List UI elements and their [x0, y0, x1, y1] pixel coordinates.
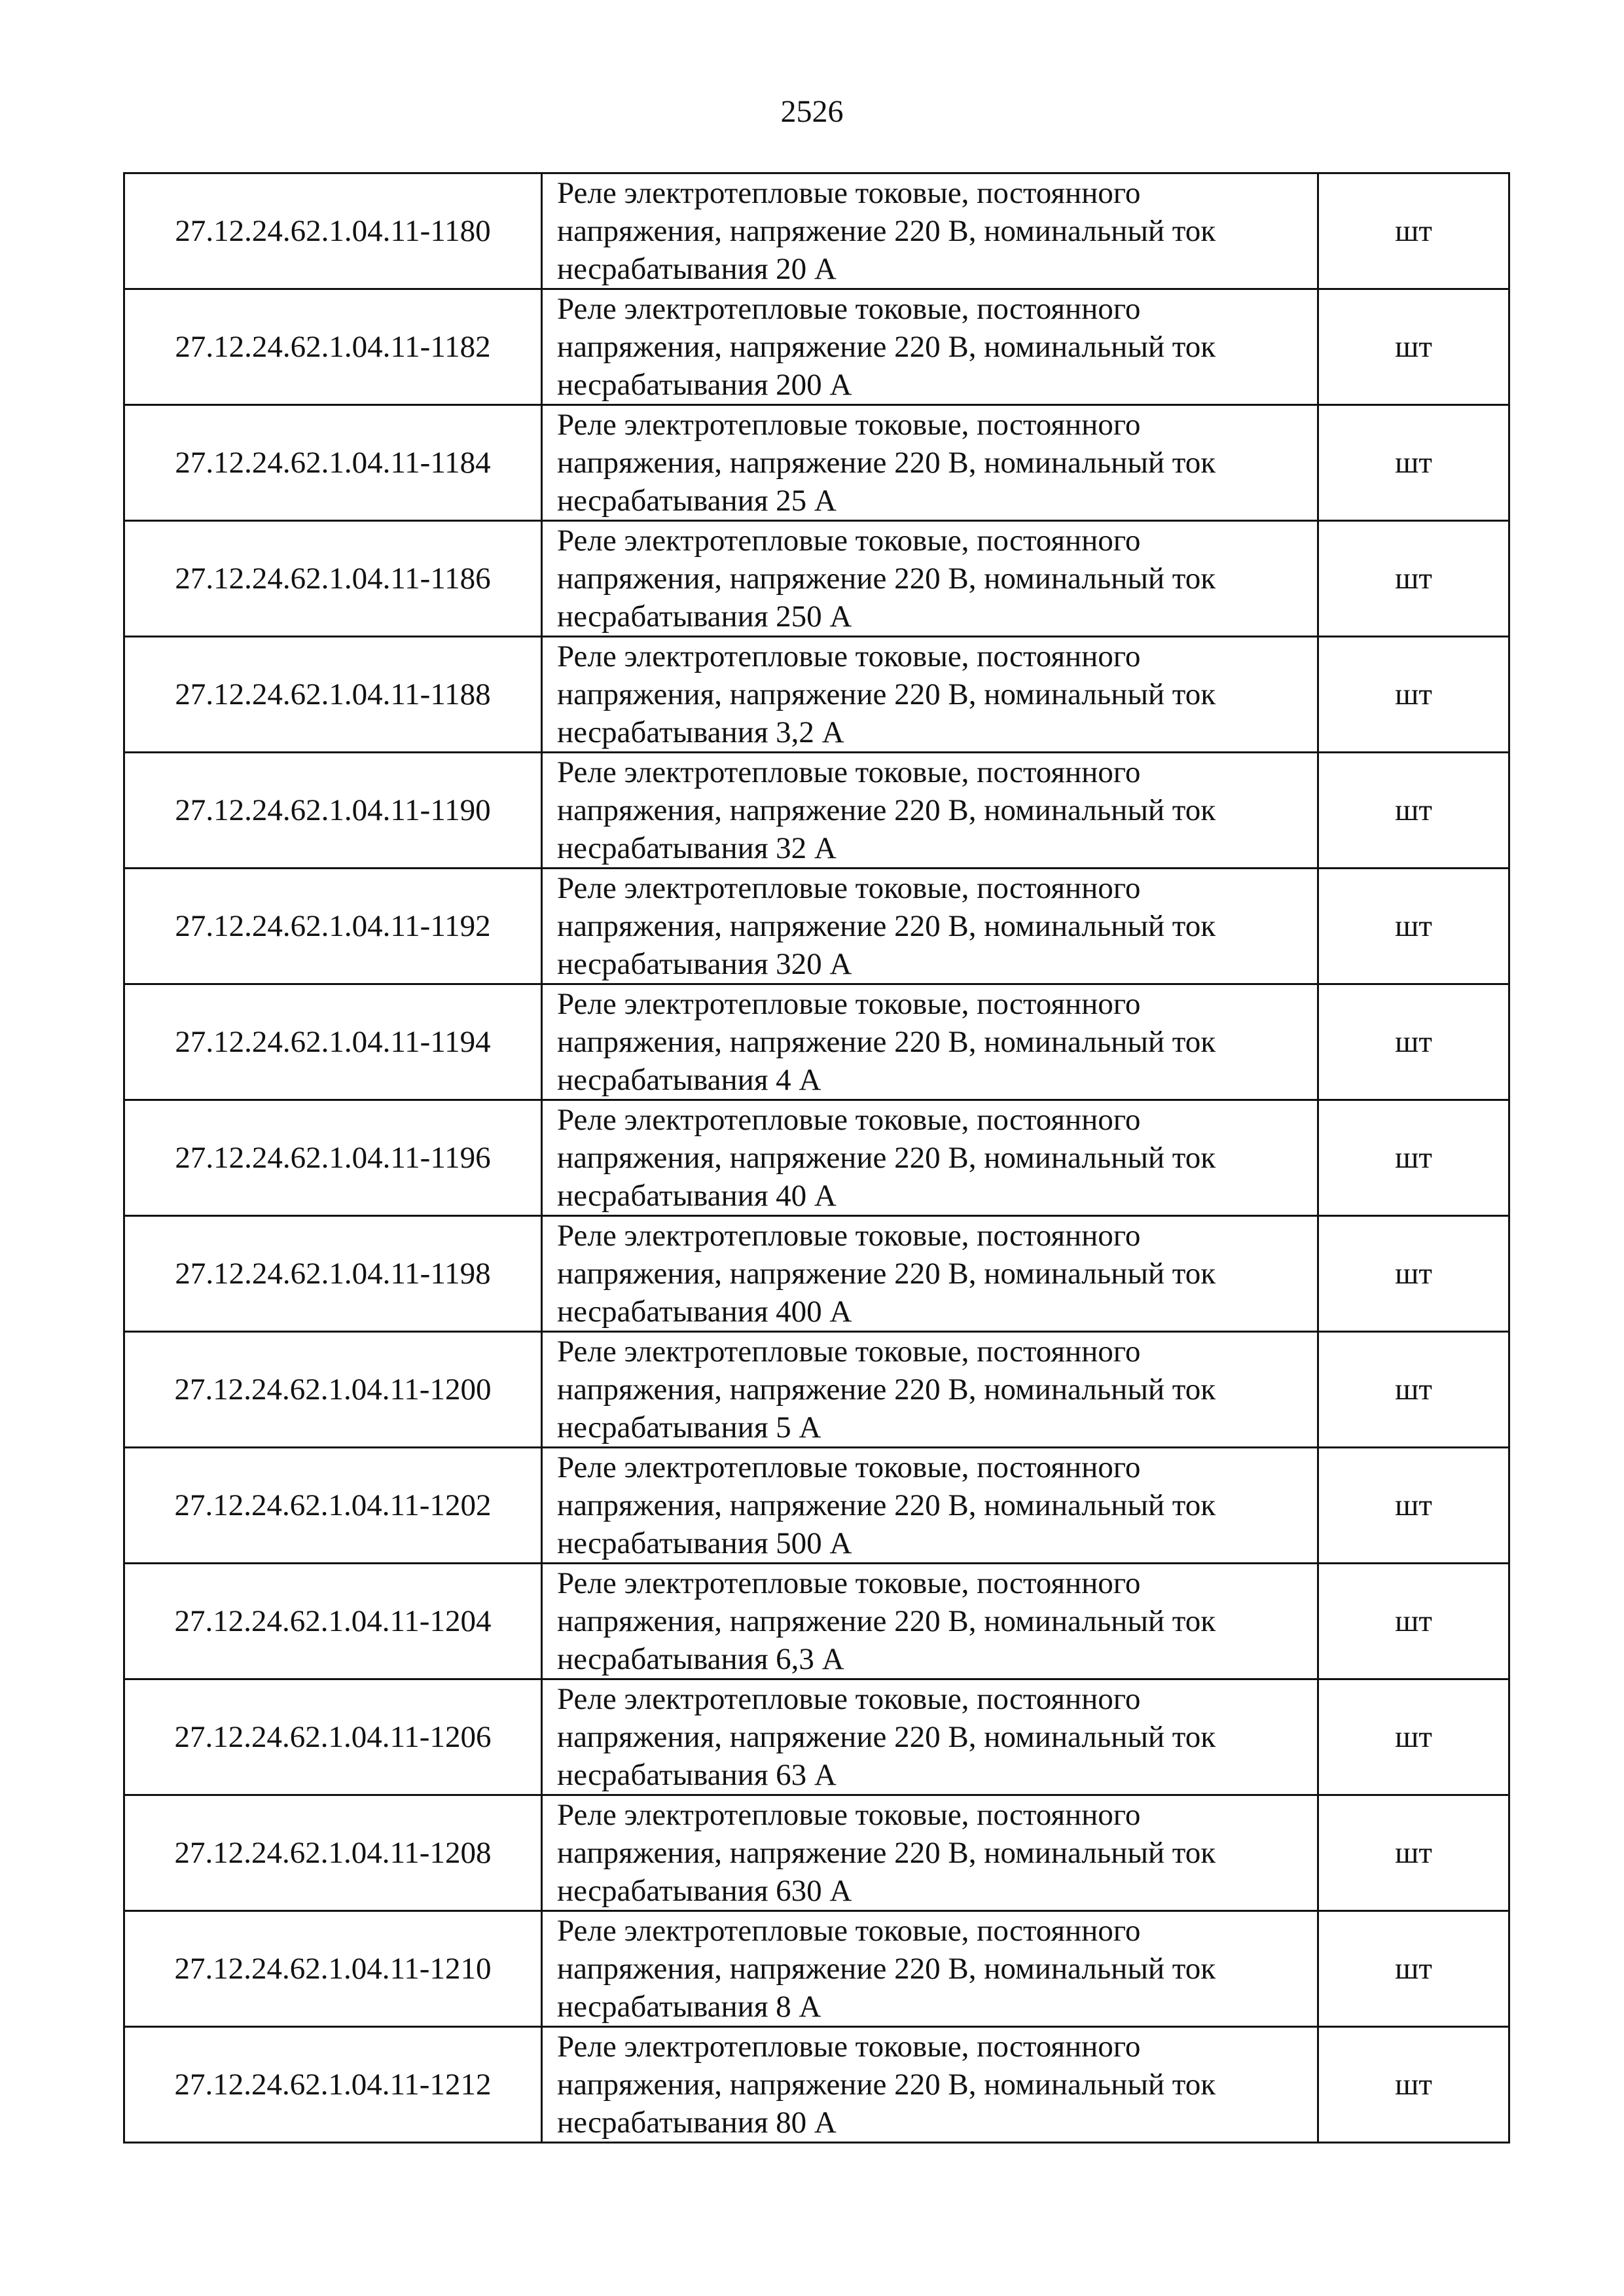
description-line: напряжения, напряжение 220 В, номинальный ток: [557, 1372, 1216, 1407]
description-line: Реле электротепловые токовые, постоянного: [557, 987, 1141, 1021]
description-line: Реле электротепловые токовые, постоянного: [557, 1566, 1141, 1600]
code-cell: 27.12.24.62.1.04.11-1192: [124, 869, 542, 984]
unit-cell: шт: [1318, 1216, 1509, 1332]
description-cell: [542, 984, 1318, 1100]
description-line: несрабатывания 200 А: [557, 368, 852, 402]
code-cell: 27.12.24.62.1.04.11-1198: [124, 1216, 542, 1332]
description-line: напряжения, напряжение 220 В, номинальный ток: [557, 214, 1216, 248]
description-line: напряжения, напряжение 220 В, номинальный ток: [557, 2068, 1216, 2102]
table-row: [124, 173, 1509, 289]
description-line: несрабатывания 4 А: [557, 1063, 821, 1097]
description-line: несрабатывания 20 А: [557, 252, 837, 286]
description-line: напряжения, напряжение 220 В, номинальный ток: [557, 1025, 1216, 1059]
description-line: несрабатывания 6,3 А: [557, 1642, 844, 1676]
table-row: [124, 1564, 1509, 1679]
unit-cell: шт: [1318, 289, 1509, 405]
description-line: напряжения, напряжение 220 В, номинальный ток: [557, 562, 1216, 596]
table-row: [124, 1448, 1509, 1564]
unit-cell: шт: [1318, 1679, 1509, 1795]
unit-cell: шт: [1318, 1332, 1509, 1448]
description-line: Реле электротепловые токовые, постоянного: [557, 639, 1141, 673]
description-line: Реле электротепловые токовые, постоянного: [557, 408, 1141, 442]
unit-cell: шт: [1318, 1795, 1509, 1911]
description-line: напряжения, напряжение 220 В, номинальный ток: [557, 1488, 1216, 1522]
unit-cell: шт: [1318, 869, 1509, 984]
unit-cell: шт: [1318, 637, 1509, 753]
description-cell: [542, 1448, 1318, 1564]
description-cell: [542, 405, 1318, 521]
description-line: несрабатывания 8 А: [557, 1990, 821, 2024]
page-number: 2526: [780, 94, 844, 129]
description-cell: [542, 173, 1318, 289]
code-cell: 27.12.24.62.1.04.11-1210: [124, 1911, 542, 2027]
description-cell: [542, 1564, 1318, 1679]
unit-cell: шт: [1318, 173, 1509, 289]
description-line: несрабатывания 63 А: [557, 1758, 837, 1792]
description-cell: [542, 637, 1318, 753]
table-row: [124, 1679, 1509, 1795]
code-cell: 27.12.24.62.1.04.11-1184: [124, 405, 542, 521]
description-cell: [542, 1911, 1318, 2027]
table-row: [124, 289, 1509, 405]
description-cell: [542, 753, 1318, 869]
table-row: [124, 521, 1509, 637]
unit-cell: шт: [1318, 405, 1509, 521]
description-line: напряжения, напряжение 220 В, номинальный ток: [557, 1952, 1216, 1986]
code-cell: 27.12.24.62.1.04.11-1182: [124, 289, 542, 405]
description-line: Реле электротепловые токовые, постоянного: [557, 1914, 1141, 1948]
description-line: Реле электротепловые токовые, постоянного: [557, 1798, 1141, 1832]
description-line: Реле электротепловые токовые, постоянного: [557, 176, 1141, 210]
description-line: Реле электротепловые токовые, постоянного: [557, 1335, 1141, 1369]
description-line: Реле электротепловые токовые, постоянного: [557, 1450, 1141, 1484]
table-row: [124, 1216, 1509, 1332]
description-line: несрабатывания 5 А: [557, 1410, 821, 1444]
description-line: Реле электротепловые токовые, постоянного: [557, 292, 1141, 326]
table-row: [124, 405, 1509, 521]
code-cell: 27.12.24.62.1.04.11-1186: [124, 521, 542, 637]
description-line: Реле электротепловые токовые, постоянного: [557, 2030, 1141, 2064]
code-cell: 27.12.24.62.1.04.11-1196: [124, 1100, 542, 1216]
description-line: напряжения, напряжение 220 В, номинальный ток: [557, 909, 1216, 943]
description-line: несрабатывания 320 А: [557, 947, 852, 981]
description-cell: [542, 521, 1318, 637]
description-cell: [542, 2027, 1318, 2143]
description-line: несрабатывания 40 А: [557, 1179, 837, 1213]
description-line: несрабатывания 3,2 А: [557, 715, 844, 749]
description-cell: [542, 1679, 1318, 1795]
code-cell: 27.12.24.62.1.04.11-1180: [124, 173, 542, 289]
description-line: Реле электротепловые токовые, постоянного: [557, 524, 1141, 558]
code-cell: 27.12.24.62.1.04.11-1190: [124, 753, 542, 869]
description-line: Реле электротепловые токовые, постоянного: [557, 755, 1141, 789]
description-cell: [542, 869, 1318, 984]
code-cell: 27.12.24.62.1.04.11-1188: [124, 637, 542, 753]
description-line: напряжения, напряжение 220 В, номинальный ток: [557, 1836, 1216, 1870]
description-line: Реле электротепловые токовые, постоянного: [557, 1682, 1141, 1716]
description-line: напряжения, напряжение 220 В, номинальный ток: [557, 1720, 1216, 1754]
description-line: несрабатывания 250 А: [557, 600, 852, 634]
description-cell: [542, 1795, 1318, 1911]
table-row: [124, 753, 1509, 869]
description-line: несрабатывания 500 А: [557, 1526, 852, 1560]
unit-cell: шт: [1318, 1911, 1509, 2027]
code-cell: 27.12.24.62.1.04.11-1208: [124, 1795, 542, 1911]
unit-cell: шт: [1318, 1100, 1509, 1216]
table-row: [124, 637, 1509, 753]
code-cell: 27.12.24.62.1.04.11-1202: [124, 1448, 542, 1564]
description-cell: [542, 1216, 1318, 1332]
unit-cell: шт: [1318, 2027, 1509, 2143]
description-cell: [542, 289, 1318, 405]
table-row: [124, 1100, 1509, 1216]
description-line: несрабатывания 32 А: [557, 831, 837, 865]
description-line: напряжения, напряжение 220 В, номинальный ток: [557, 1604, 1216, 1638]
code-cell: 27.12.24.62.1.04.11-1204: [124, 1564, 542, 1679]
description-line: Реле электротепловые токовые, постоянного: [557, 871, 1141, 905]
description-line: Реле электротепловые токовые, постоянного: [557, 1103, 1141, 1137]
table-row: [124, 1911, 1509, 2027]
code-cell: 27.12.24.62.1.04.11-1206: [124, 1679, 542, 1795]
code-cell: 27.12.24.62.1.04.11-1200: [124, 1332, 542, 1448]
description-cell: [542, 1332, 1318, 1448]
table-row: [124, 2027, 1509, 2143]
description-line: несрабатывания 400 А: [557, 1295, 852, 1329]
table-row: [124, 869, 1509, 984]
description-line: напряжения, напряжение 220 В, номинальный ток: [557, 1141, 1216, 1175]
unit-cell: шт: [1318, 521, 1509, 637]
unit-cell: шт: [1318, 984, 1509, 1100]
resource-table: [123, 172, 1510, 2144]
description-line: напряжения, напряжение 220 В, номинальный ток: [557, 330, 1216, 364]
unit-cell: шт: [1318, 1564, 1509, 1679]
code-cell: 27.12.24.62.1.04.11-1194: [124, 984, 542, 1100]
description-line: несрабатывания 630 А: [557, 1874, 852, 1908]
table-row: [124, 1795, 1509, 1911]
description-line: напряжения, напряжение 220 В, номинальный ток: [557, 677, 1216, 711]
unit-cell: шт: [1318, 1448, 1509, 1564]
description-cell: [542, 1100, 1318, 1216]
description-line: напряжения, напряжение 220 В, номинальный ток: [557, 793, 1216, 827]
table-row: [124, 1332, 1509, 1448]
table-body: [124, 173, 1509, 2143]
description-line: несрабатывания 25 А: [557, 484, 837, 518]
description-line: напряжения, напряжение 220 В, номинальный ток: [557, 446, 1216, 480]
description-line: Реле электротепловые токовые, постоянного: [557, 1219, 1141, 1253]
table-row: [124, 984, 1509, 1100]
description-line: несрабатывания 80 А: [557, 2106, 837, 2140]
unit-cell: шт: [1318, 753, 1509, 869]
description-line: напряжения, напряжение 220 В, номинальный ток: [557, 1257, 1216, 1291]
code-cell: 27.12.24.62.1.04.11-1212: [124, 2027, 542, 2143]
